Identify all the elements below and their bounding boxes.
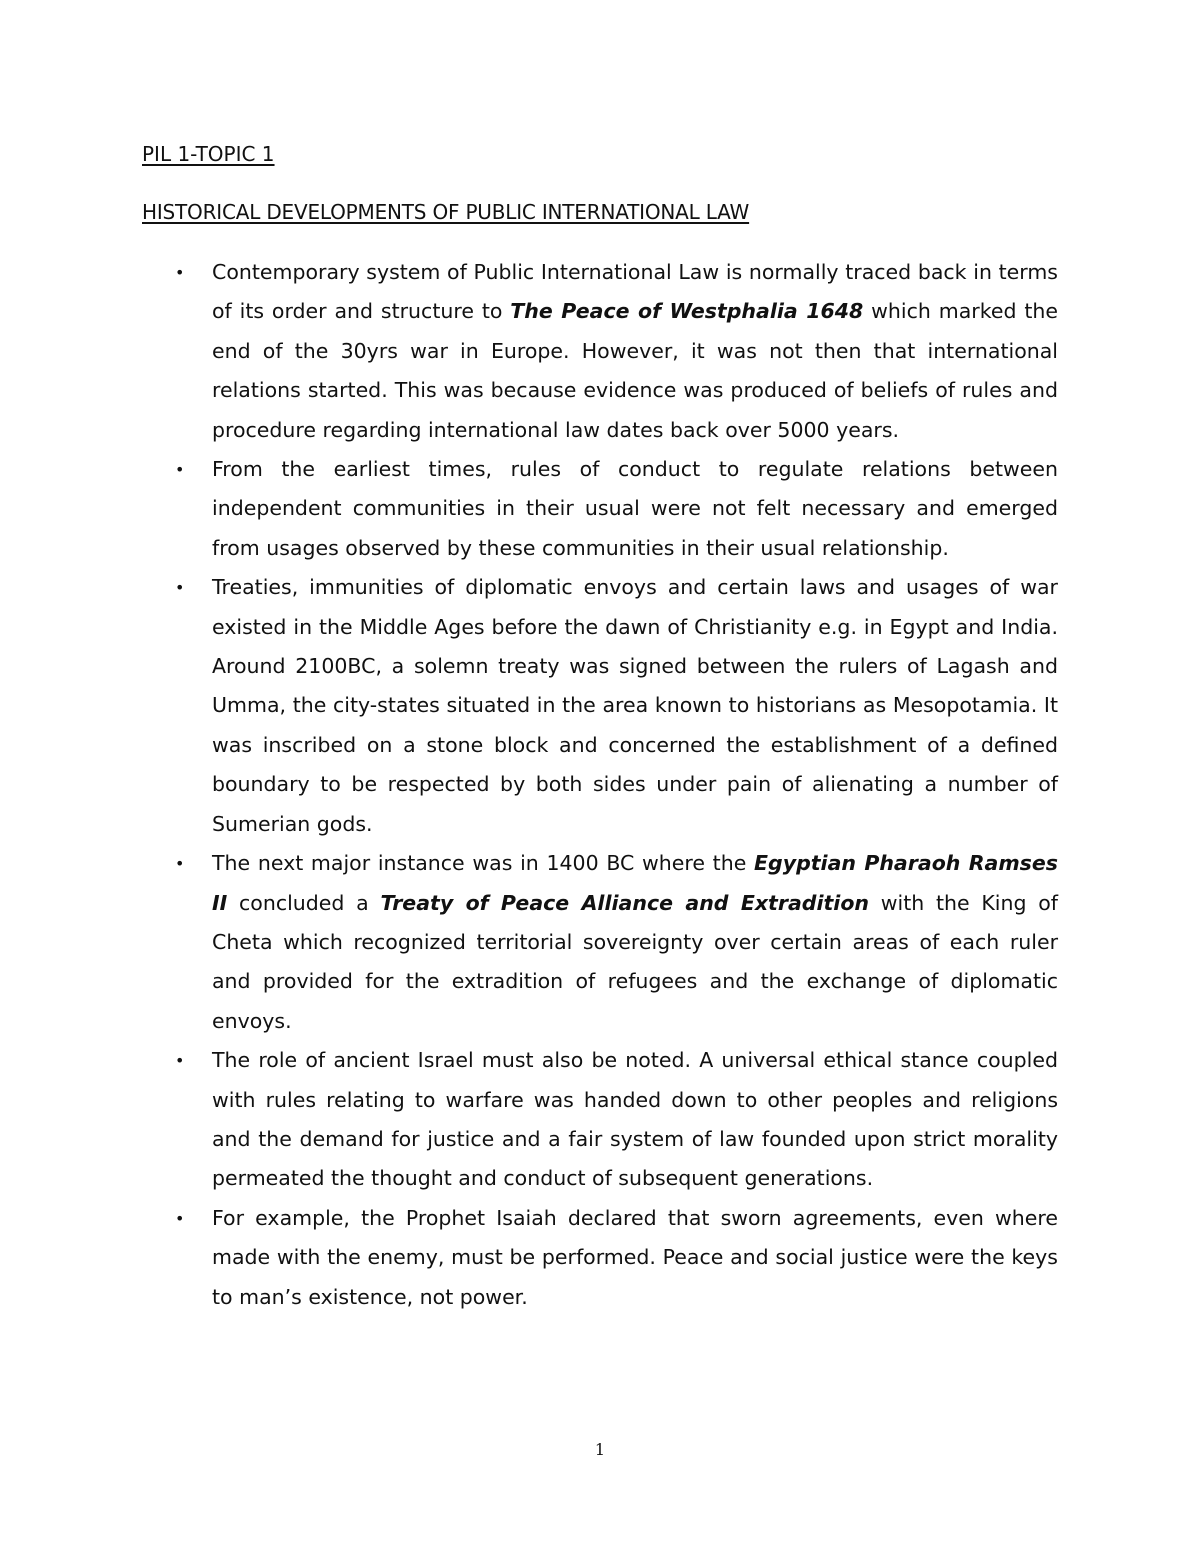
bullet-text: For example, the Prophet Isaiah declared that sworn agreements, even where made with the enemy, must be performed. Peace and social justice were the keys to man’s existence, not power.: [212, 1205, 1058, 1309]
emphasis-text: The Peace of Westphalia 1648: [510, 299, 864, 324]
bullet-icon: •: [175, 1208, 185, 1228]
bullet-text: The next major instance was in 1400 BC where the: [212, 851, 755, 876]
bullet-icon: •: [175, 1051, 185, 1071]
bullet-text: Treaties, immunities of diplomatic envoys and certain laws and usages of war existed in the Middle Ages before the dawn of Christianity e.g. in Egypt and India. Around 2100BC, a solemn treaty was signed between the rulers of Lagash and Umma, the city-states situated in the area known to historians as Mesopotamia. It was inscribed on a stone block and concerned the establishment of a defined boundary to be respected by both sides under pain of alienating a number of Sumerian gods.: [212, 575, 1058, 836]
page-number: 1: [594, 1440, 606, 1459]
document-main-heading: HISTORICAL DEVELOPMENTS OF PUBLIC INTERNATIONAL LAW: [142, 200, 750, 224]
bullet-item-ramses: [175, 844, 1059, 1041]
bullet-item-westphalia: [175, 253, 1058, 450]
bullet-icon: •: [175, 854, 185, 874]
bullet-text: Contemporary system of Public International Law is normally traced back in terms of its order and structure to: [212, 260, 1058, 324]
bullet-item-ancient-israel: [175, 1041, 1058, 1199]
emphasis-text: Egyptian Pharaoh Ramses II: [212, 851, 1058, 915]
bullet-icon: •: [175, 263, 185, 282]
bullet-text: The role of ancient Israel must also be noted. A universal ethical stance coupled with rules relating to warfare was handed down to other peoples and religions and the demand for justice and a fair system of law founded upon strict morality permeated the thought and conduct of subsequent generations.: [212, 1048, 1058, 1191]
bullet-item-isaiah: [175, 1199, 1058, 1317]
bullet-text: From the earliest times, rules of conduct to regulate relations between independent communities in their usual were not felt necessary and emerged from usages observed by these communities in their usual relationship.: [212, 457, 1058, 560]
bullet-list: [175, 253, 1059, 1317]
bullet-item-earliest-times: [175, 450, 1058, 568]
bullet-text: concluded a: [227, 890, 381, 915]
bullet-text: which marked the end of the 30yrs war in Europe. However, it was not then that international relations started. This was because evidence was produced of beliefs of rules and procedure regarding international law dates back over 5000 years.: [212, 299, 1058, 442]
bullet-icon: •: [175, 460, 185, 480]
emphasis-text: Treaty of Peace Alliance and Extradition: [380, 890, 869, 915]
bullet-item-treaties: [175, 568, 1058, 844]
bullet-text: with the King of Cheta which recognized territorial sovereignty over certain areas of each ruler and provided for the extradition of refugees and the exchange of diplomatic envoys.: [212, 890, 1059, 1033]
bullet-icon: •: [175, 578, 185, 598]
document-topic-heading: PIL 1-TOPIC 1: [142, 142, 275, 166]
